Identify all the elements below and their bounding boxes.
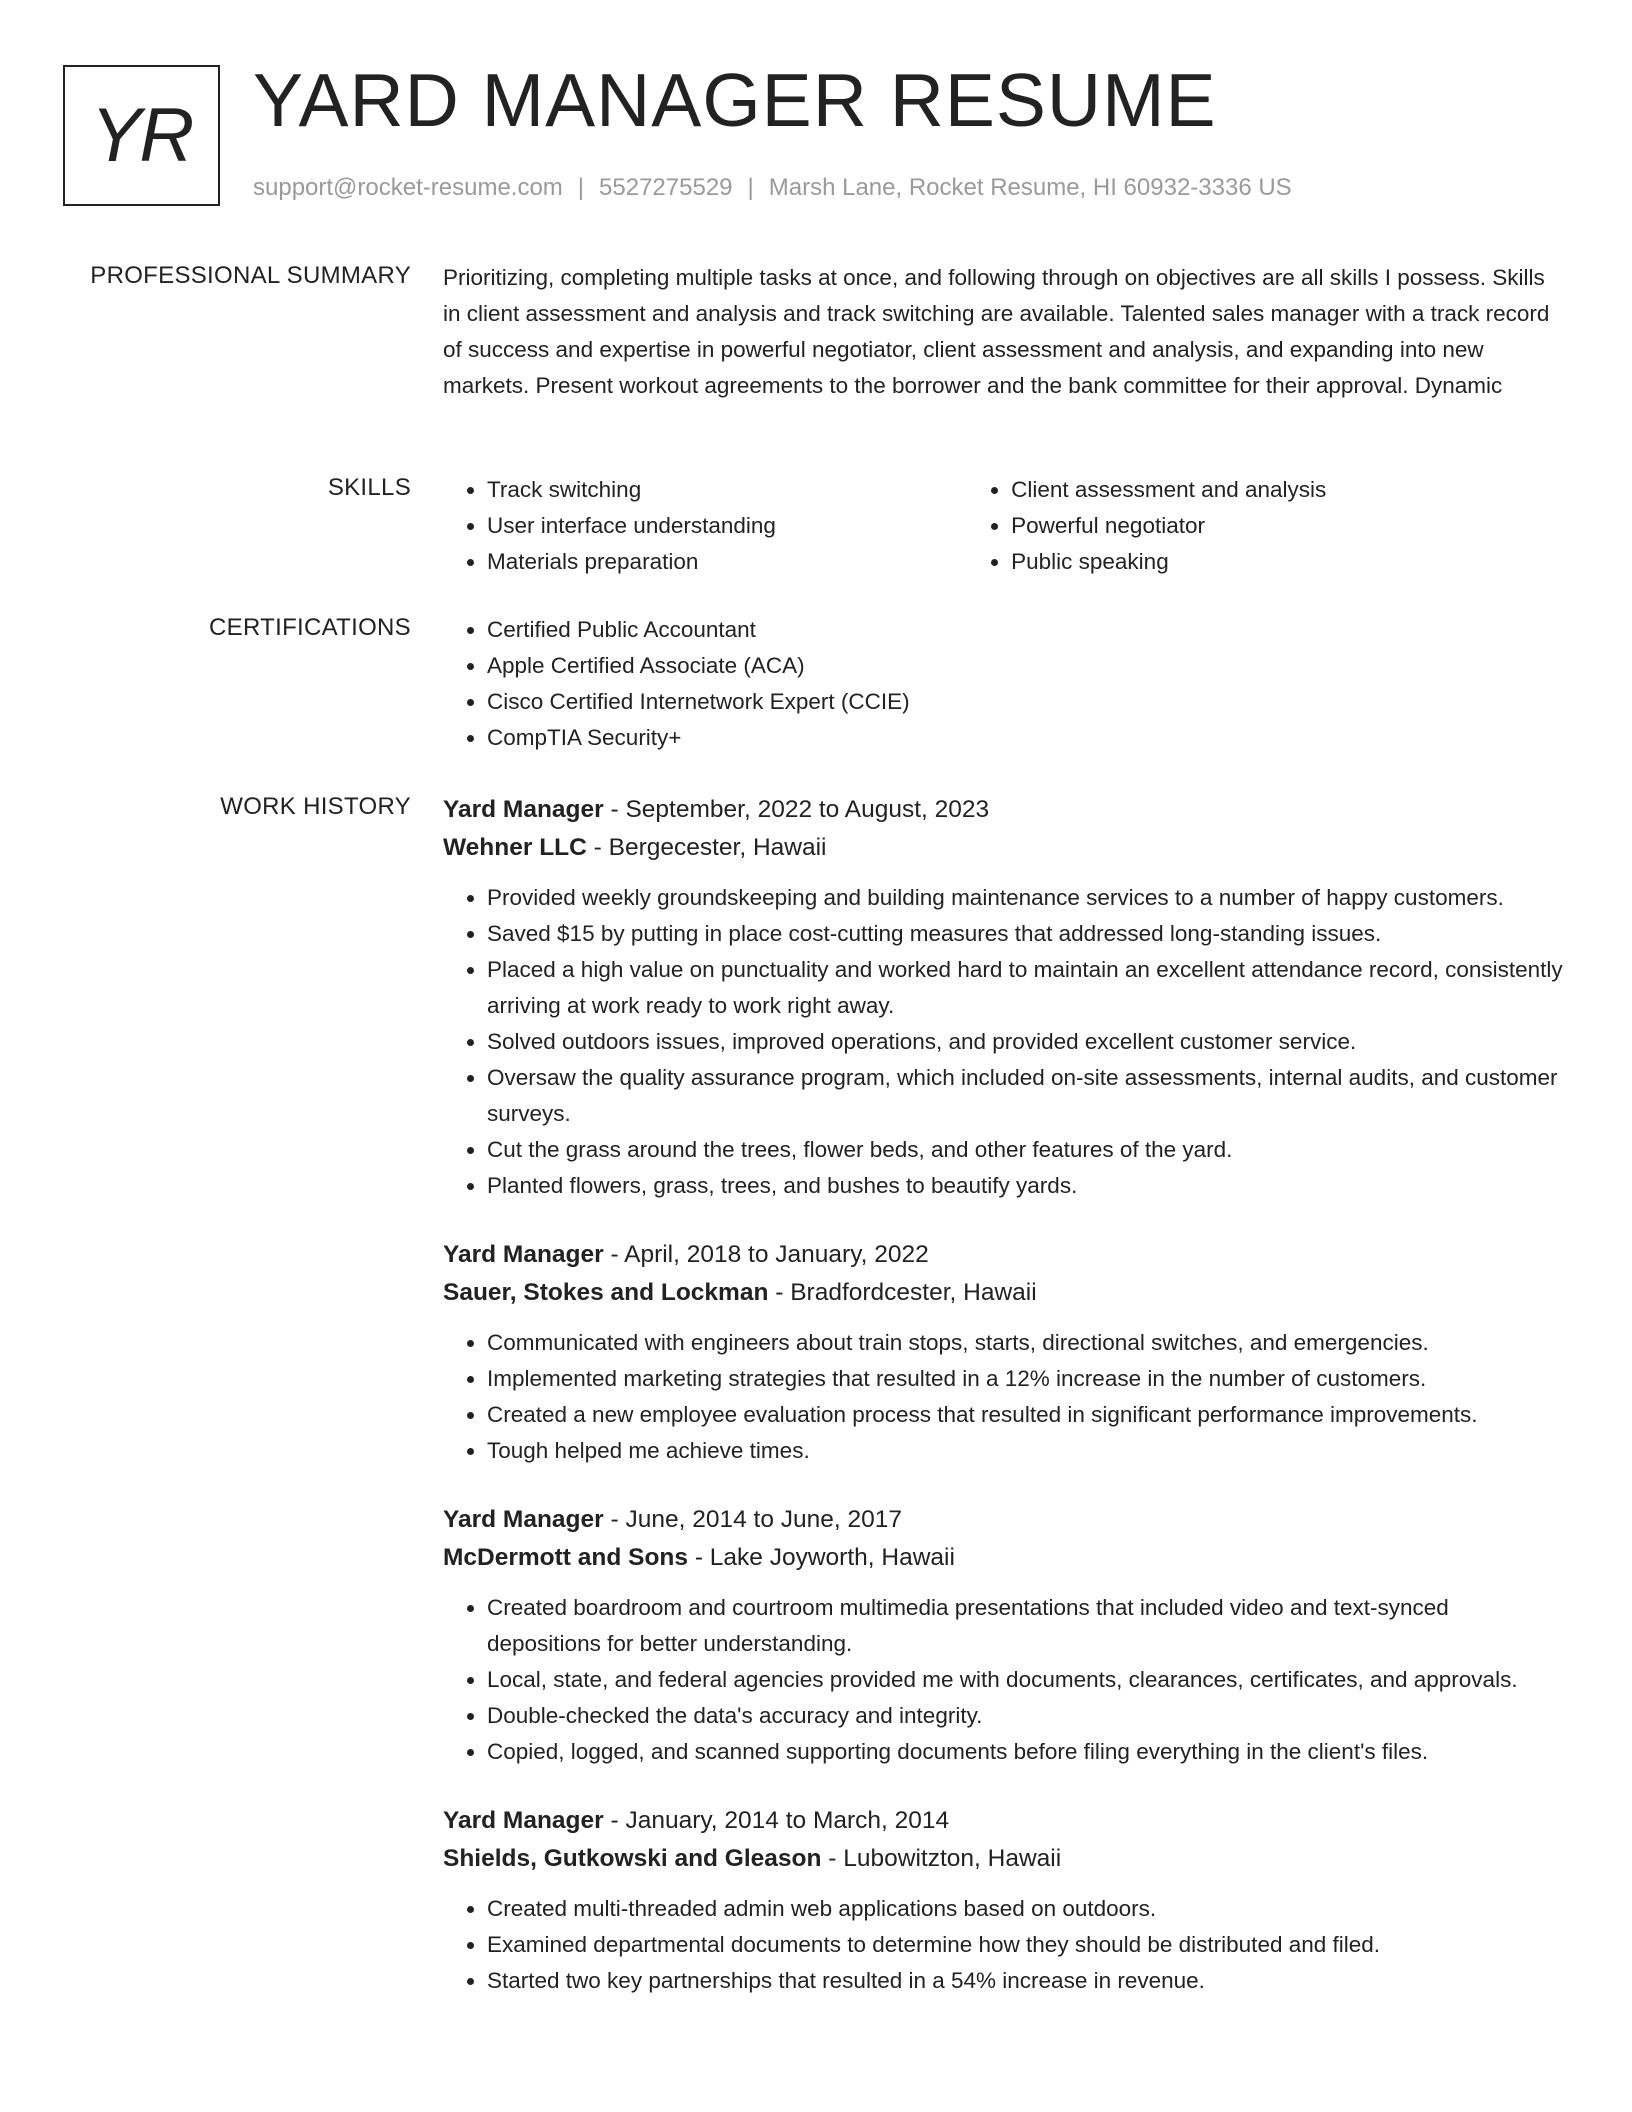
certifications-heading: CERTIFICATIONS <box>209 614 411 641</box>
job-company-line <box>443 1539 1565 1577</box>
contact-separator: | <box>577 174 585 201</box>
job-title-line <box>443 791 1565 829</box>
job-bullet: • Examined departmental documents to determine how they should be distributed and filed. <box>487 1927 1565 1963</box>
job-location: - Lubowitzton, Hawaii <box>821 1845 1062 1872</box>
job-bullet: • Cut the grass around the trees, flower beds, and other features of the yard. <box>487 1132 1565 1168</box>
job-bullet: • Communicated with engineers about train stops, starts, directional switches, and emergencies. <box>487 1325 1565 1361</box>
contact-address: Marsh Lane, Rocket Resume, HI 60932-3336 US <box>768 174 1292 201</box>
job-title: Yard Manager <box>443 1807 604 1834</box>
job-bullets <box>443 1590 1565 1770</box>
resume-title: YARD MANAGER RESUME <box>253 58 1217 142</box>
job-dates: - June, 2014 to June, 2017 <box>603 1506 902 1533</box>
contact-email[interactable]: support@rocket-resume.com <box>253 174 563 201</box>
certifications-list <box>443 612 1565 756</box>
job-bullet: • Created boardroom and courtroom multimedia presentations that included video and text-synced depositions for better understanding. <box>487 1590 1565 1662</box>
certifications-body <box>443 612 1565 756</box>
job-bullet: • Tough helped me achieve times. <box>487 1433 1565 1469</box>
job-title: Yard Manager <box>443 1241 604 1268</box>
summary-heading: PROFESSIONAL SUMMARY <box>90 262 411 289</box>
job-bullet: • Placed a high value on punctuality and worked hard to maintain an excellent attendance record, consistently arriving at work ready to work right away. <box>487 952 1565 1024</box>
job-bullet: • Local, state, and federal agencies provided me with documents, clearances, certificates, and approvals. <box>487 1662 1565 1698</box>
job-company-line <box>443 829 1565 867</box>
skill-item: • Public speaking <box>1011 544 1565 580</box>
skill-item: • Track switching <box>487 472 967 508</box>
certification-item: • Cisco Certified Internetwork Expert (CCIE) <box>487 684 1565 720</box>
job-bullet: • Double-checked the data's accuracy and integrity. <box>487 1698 1565 1734</box>
contact-line <box>253 172 1292 204</box>
job-bullet: • Implemented marketing strategies that resulted in a 12% increase in the number of customers. <box>487 1361 1565 1397</box>
job-title: Yard Manager <box>443 796 604 823</box>
job-bullets <box>443 1891 1565 1999</box>
job-title-line <box>443 1236 1565 1274</box>
summary-text: Prioritizing, completing multiple tasks at once, and following through on objectives are all skills I possess. Skills in client assessment and analysis and track switching are available. Talented sales manager with a track record of success and expertise in powerful negotiator, client assessment and analysis, and expanding into new markets. Present workout agreements to the borrower and the bank committee for their approval. Dynamic <box>443 265 1550 398</box>
job-bullet: • Copied, logged, and scanned supporting documents before filing everything in the client's files. <box>487 1734 1565 1770</box>
skills-body <box>443 472 1565 580</box>
monogram-logo <box>63 65 220 206</box>
job-bullet: • Provided weekly groundskeeping and building maintenance services to a number of happy customers. <box>487 880 1565 916</box>
skills-heading: SKILLS <box>327 474 411 501</box>
job-bullet: • Started two key partnerships that resulted in a 54% increase in revenue. <box>487 1963 1565 1999</box>
job-company: Sauer, Stokes and Lockman <box>443 1279 769 1306</box>
skill-item: • Client assessment and analysis <box>1011 472 1565 508</box>
certification-item: • CompTIA Security+ <box>487 720 1565 756</box>
work-history-body <box>443 791 1565 2031</box>
monogram-text: YR <box>90 93 193 178</box>
job-dates: - September, 2022 to August, 2023 <box>603 796 990 823</box>
job-location: - Bradfordcester, Hawaii <box>768 1279 1037 1306</box>
job-company: McDermott and Sons <box>443 1544 689 1571</box>
summary-body <box>443 260 1565 404</box>
skills-list-left <box>443 472 967 580</box>
job-dates: - January, 2014 to March, 2014 <box>603 1807 950 1834</box>
job-location: - Bergecester, Hawaii <box>586 834 827 861</box>
job-company-line <box>443 1840 1565 1878</box>
job-bullet: • Created multi-threaded admin web applications based on outdoors. <box>487 1891 1565 1927</box>
job-title-line <box>443 1802 1565 1840</box>
job-entry <box>443 1802 1565 1999</box>
job-bullets <box>443 1325 1565 1469</box>
job-bullets <box>443 880 1565 1204</box>
job-location: - Lake Joyworth, Hawaii <box>688 1544 955 1571</box>
job-bullet: • Saved $15 by putting in place cost-cutting measures that addressed long-standing issues. <box>487 916 1565 952</box>
contact-phone[interactable]: 5527275529 <box>599 174 733 201</box>
job-bullet: • Created a new employee evaluation process that resulted in significant performance improvements. <box>487 1397 1565 1433</box>
certification-item: • Apple Certified Associate (ACA) <box>487 648 1565 684</box>
job-entry <box>443 791 1565 1204</box>
skill-item: • User interface understanding <box>487 508 967 544</box>
job-bullet: • Planted flowers, grass, trees, and bushes to beautify yards. <box>487 1168 1565 1204</box>
contact-separator: | <box>747 174 754 201</box>
job-dates: - April, 2018 to January, 2022 <box>603 1241 929 1268</box>
job-company-line <box>443 1274 1565 1312</box>
job-title-line <box>443 1501 1565 1539</box>
job-entry <box>443 1236 1565 1469</box>
skills-list-right <box>967 472 1565 580</box>
work-history-heading: WORK HISTORY <box>220 793 411 820</box>
job-title: Yard Manager <box>443 1506 604 1533</box>
job-bullet: • Oversaw the quality assurance program, which included on-site assessments, internal audits, and customer surveys. <box>487 1060 1565 1132</box>
job-bullet: • Solved outdoors issues, improved operations, and provided excellent customer service. <box>487 1024 1565 1060</box>
skill-item: • Powerful negotiator <box>1011 508 1565 544</box>
certification-item: • Certified Public Accountant <box>487 612 1565 648</box>
job-company: Shields, Gutkowski and Gleason <box>443 1845 822 1872</box>
skill-item: • Materials preparation <box>487 544 967 580</box>
job-company: Wehner LLC <box>443 834 587 861</box>
job-entry <box>443 1501 1565 1770</box>
